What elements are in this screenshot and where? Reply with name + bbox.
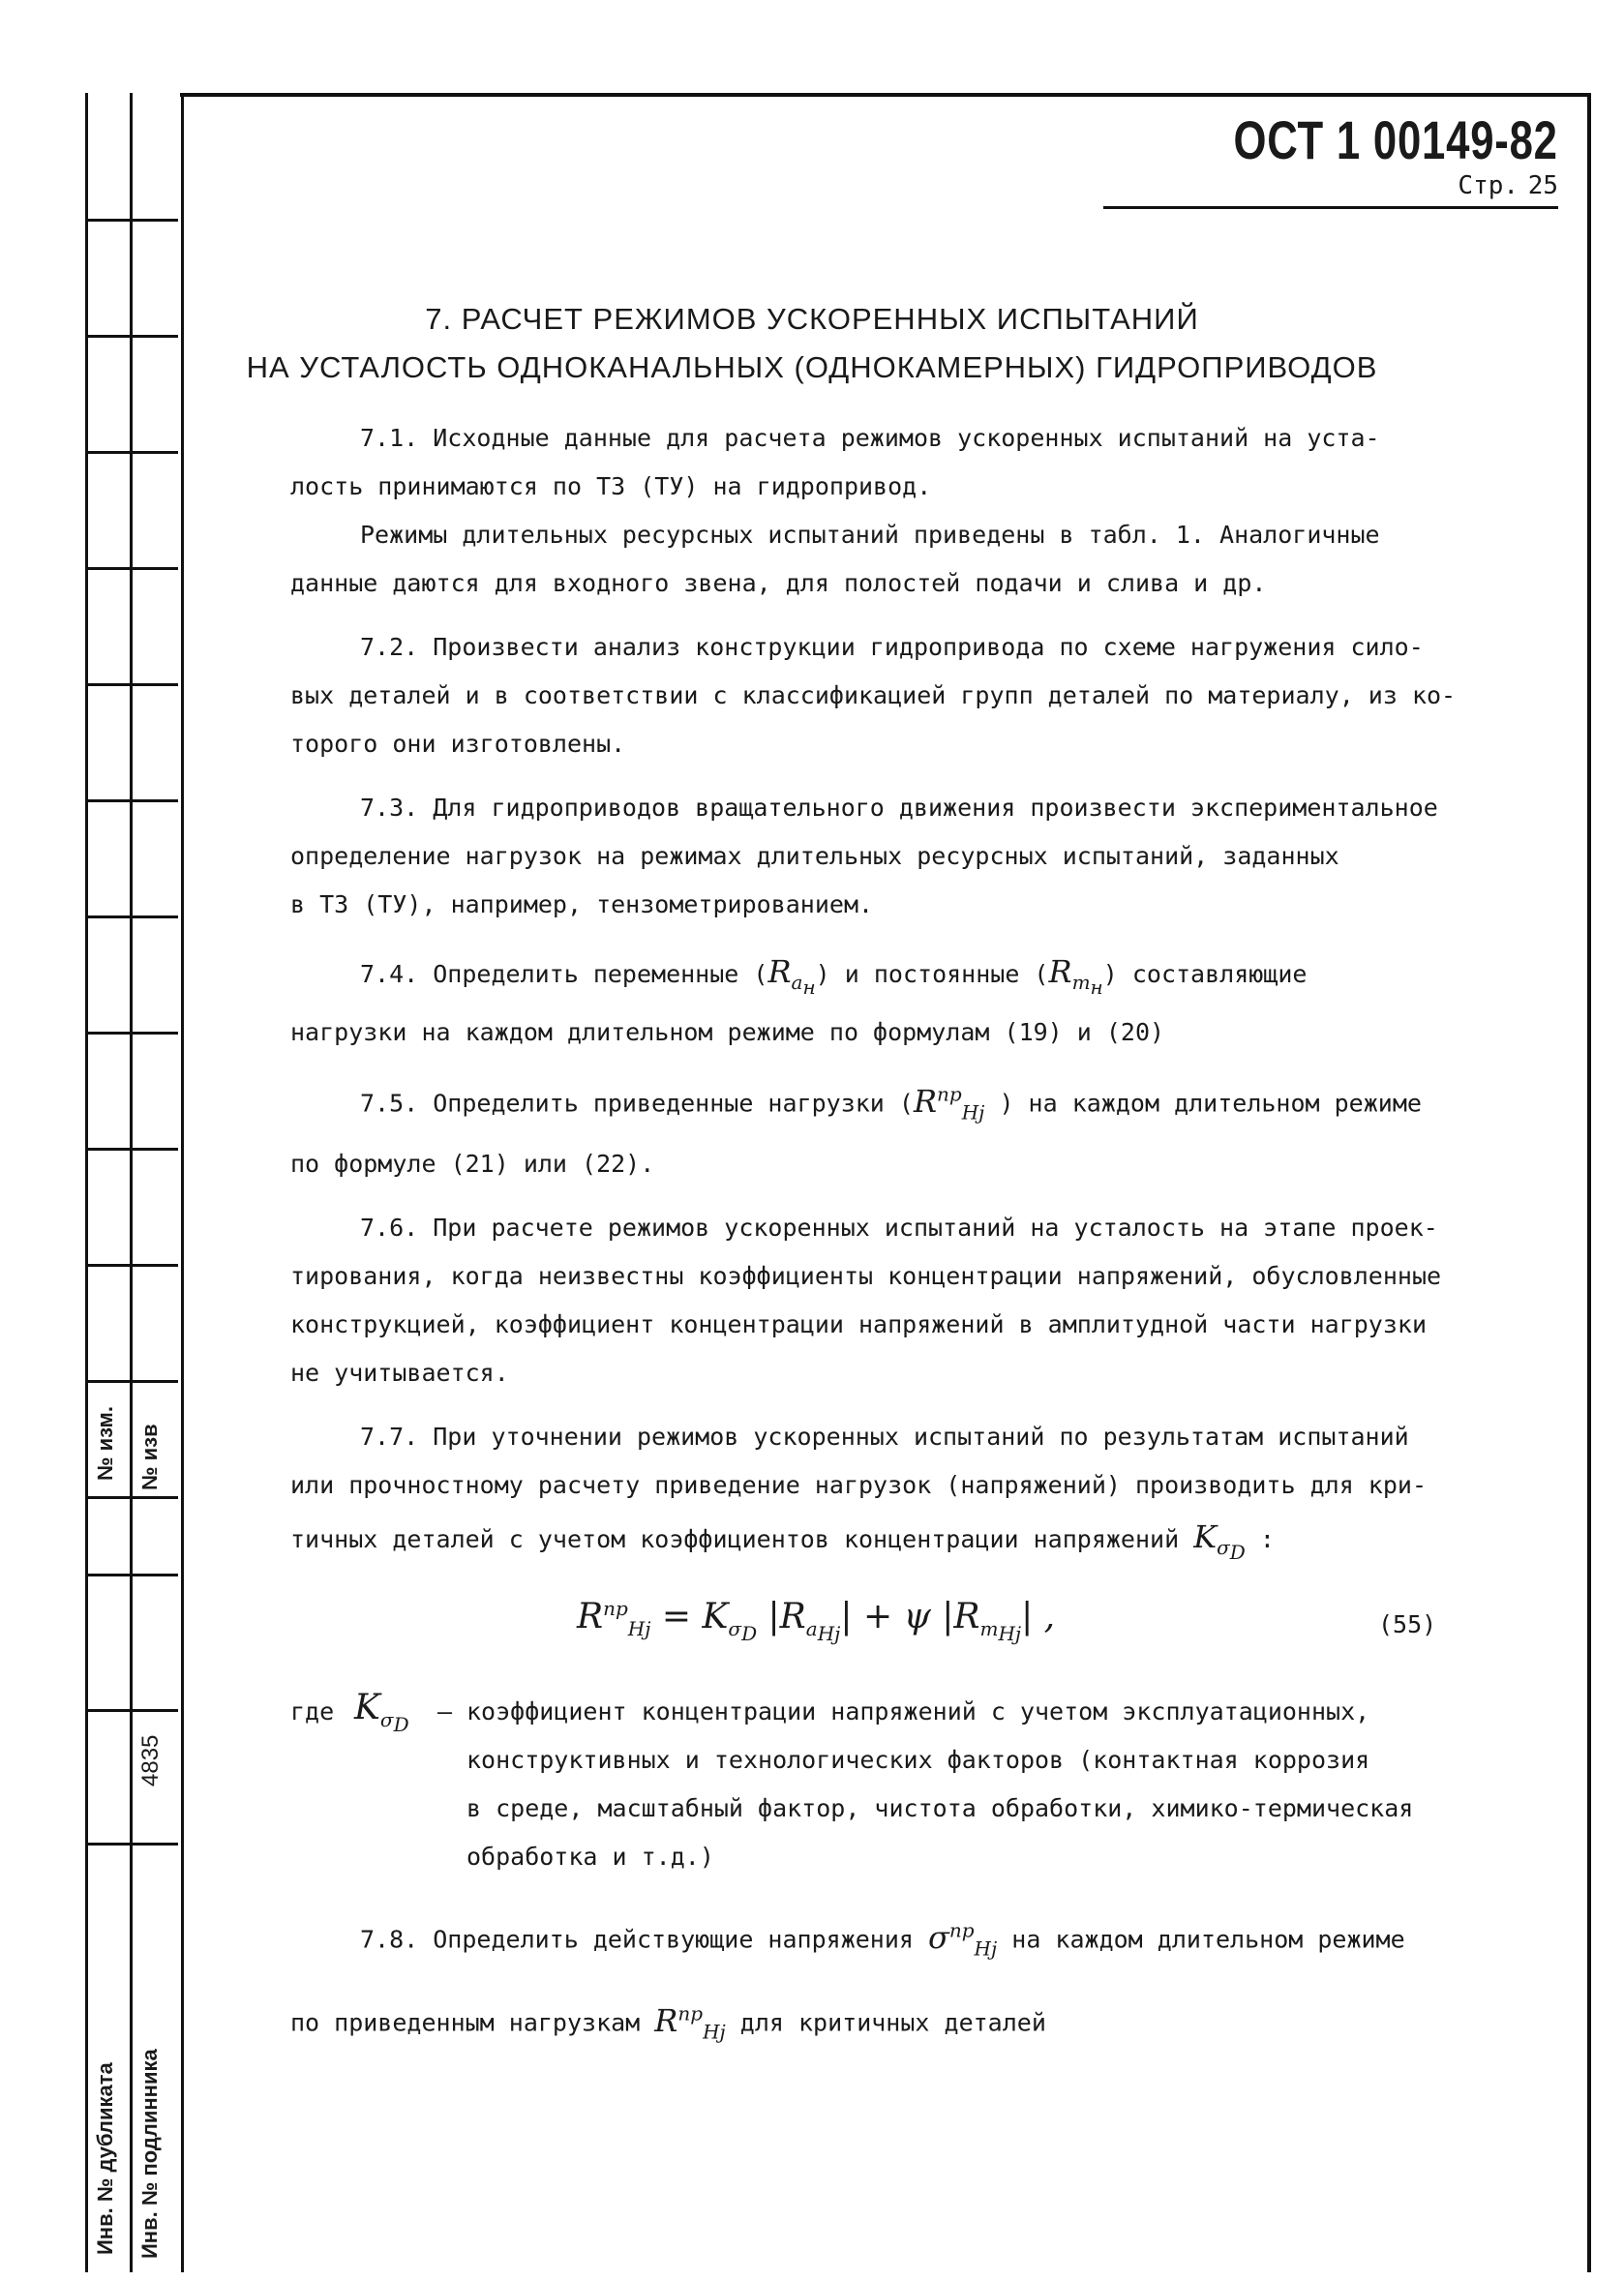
p72-line3: торого они изготовлены.	[290, 730, 626, 758]
section-title-line1: 7. РАСЧЕТ РЕЖИМОВ УСКОРЕННЫХ ИСПЫТАНИЙ	[425, 302, 1199, 336]
margin-rule	[85, 1264, 178, 1267]
margin-rule	[85, 1496, 178, 1499]
p72-line2: вых деталей и в соответствии с классификацией групп деталей по материалу, из ко-	[290, 681, 1457, 709]
p71b-line1: Режимы длительных ресурсных испытаний приведены в табл. 1. Аналогичные	[360, 521, 1380, 549]
margin-rule	[85, 567, 178, 570]
margin-rule	[85, 1032, 178, 1035]
margin-rule	[85, 683, 178, 686]
margin-label-izv: № изв	[137, 1424, 162, 1490]
p74-line1: 7.4. Определить переменные $(R_{a_н})$ и постоянные $(R_{m_н})$ составляющие	[360, 953, 1308, 1000]
p74-line2: нагрузки на каждом длительном режиме по формулам (19) и (20)	[290, 1018, 1165, 1046]
page-frame-right	[1587, 93, 1591, 2272]
r-hj-pr-symbol: $R^{пр}_{Hj}$	[913, 1082, 985, 1125]
formula-number: (55)	[1378, 1610, 1437, 1638]
k-sigma-d-symbol: $K_{\sigma_D}$	[1193, 1518, 1246, 1565]
margin-rule	[85, 1709, 178, 1712]
p78-line1: 7.8. Определить действующие напряжения $\sigma^{пр}_{Hj}$ на каждом длительном режиме	[360, 1918, 1405, 1961]
p76-line4: не учитывается.	[290, 1359, 509, 1387]
standard-number: ОСТ 1 00149-82	[1233, 109, 1558, 170]
margin-inv-number: 4835	[137, 1734, 164, 1786]
p71-line1: 7.1. Исходные данные для расчета режимов ускоренных испытаний на уста-	[360, 424, 1380, 452]
p75-line1: 7.5. Определить приведенные нагрузки ($R^{пр}_{Hj}$ ) на каждом длительном режиме	[360, 1082, 1422, 1125]
where-line1: коэффициент концентрации напряжений с учетом эксплуатационных,	[466, 1697, 1370, 1726]
p73-line2: определение нагрузок на режимах длительных ресурсных испытаний, заданных	[290, 842, 1339, 870]
margin-rule	[85, 915, 178, 918]
margin-strip	[85, 93, 184, 2272]
margin-rule	[85, 1148, 178, 1151]
margin-rule	[85, 799, 178, 802]
r-m-h-symbol: $R_{m_н}$	[1048, 953, 1103, 1000]
margin-rule	[85, 1843, 178, 1846]
margin-rule	[85, 1380, 178, 1383]
p76-line1: 7.6. При расчете режимов ускоренных испытаний на усталость на этапе проек-	[360, 1214, 1438, 1242]
where-k-sigma-d-symbol: $K_{\sigma_D}$	[354, 1688, 409, 1737]
where-label: где	[290, 1697, 335, 1726]
p78-line2: по приведенным нагрузкам $R^{пр}_{Hj}$ для критичных деталей	[290, 2001, 1046, 2044]
p73-line3: в ТЗ (ТУ), например, тензометрированием.	[290, 890, 874, 918]
margin-label-inv-dubl: Инв. № дубликата	[93, 2062, 117, 2255]
r-a-h-symbol: $R_{a_н}$	[767, 953, 816, 1000]
p76-line3: конструкцией, коэффициент концентрации напряжений в амплитудной части нагрузки	[290, 1310, 1427, 1338]
margin-label-inv-podl: Инв. № подлинника	[137, 2049, 162, 2259]
p76-line2: тирования, когда неизвестны коэффициенты концентрации напряжений, обусловленные	[290, 1262, 1442, 1290]
p77-line1: 7.7. При уточнении режимов ускоренных испытаний по результатам испытаний	[360, 1423, 1409, 1451]
p75-line2: по формуле (21) или (22).	[290, 1150, 655, 1178]
section-title-line2: НА УСТАЛОСТЬ ОДНОКАНАЛЬНЫХ (ОДНОКАМЕРНЫХ) ГИДРОПРИВОДОВ	[246, 350, 1378, 384]
margin-rule	[85, 451, 178, 454]
sigma-hj-pr-symbol: $\sigma^{пр}_{Hj}$	[928, 1918, 998, 1961]
p71-line2: лость принимаются по ТЗ (ТУ) на гидропривод.	[290, 472, 932, 500]
r-hj-pr-symbol-2: $R^{пр}_{Hj}$	[654, 2001, 726, 2044]
p72-line1: 7.2. Произвести анализ конструкции гидропривода по схеме нагружения сило-	[360, 633, 1424, 661]
page-frame-top	[180, 93, 1591, 97]
formula-55: $R^{пр}_{Hj} = K_{\sigma_D}$ $|R_{a_{Hj}}| + \psi$ $|R_{m_{Hj}}|$ ,	[577, 1597, 1056, 1646]
page-number: 25	[1527, 171, 1558, 200]
where-line3: в среде, масштабный фактор, чистота обработки, химико-термическая	[466, 1794, 1414, 1822]
margin-strip-divider	[130, 93, 133, 2272]
page-header	[1103, 108, 1558, 209]
page-label: Стр.	[1458, 171, 1519, 200]
p71b-line2: данные даются для входного звена, для полостей подачи и слива и др.	[290, 569, 1267, 597]
where-dash: –	[437, 1697, 453, 1726]
p77-line3: тичных деталей с учетом коэффициентов концентрации напряжений $K_{\sigma_D}$ :	[290, 1518, 1275, 1565]
p77-line2: или прочностному расчету приведение нагрузок (напряжений) производить для кри-	[290, 1471, 1427, 1499]
where-line2: конструктивных и технологических факторов (контактная коррозия	[466, 1746, 1370, 1774]
margin-rule	[85, 219, 178, 222]
margin-label-izm: № изм.	[93, 1406, 117, 1481]
p73-line1: 7.3. Для гидроприводов вращательного движения произвести экспериментальное	[360, 794, 1438, 822]
margin-rule	[85, 1574, 178, 1576]
where-line4: обработка и т.д.)	[466, 1843, 714, 1871]
